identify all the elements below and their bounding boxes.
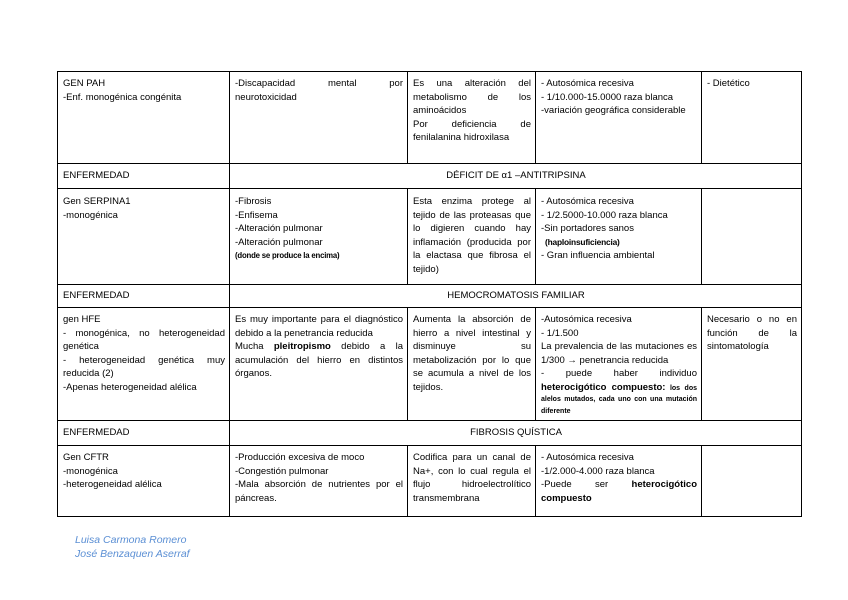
pah-mechanism-cell (408, 72, 536, 164)
bold-term: pleitropismo (273, 341, 331, 352)
hemo-inheritance-line: - 1/1.500 (541, 327, 579, 339)
cf-clinical-line: -Producción excesiva de moco (235, 452, 365, 463)
pah-gene-cell (58, 72, 230, 164)
aat-clinical-line: -Enfisema (235, 209, 278, 221)
disease-label: ENFERMEDAD (58, 421, 230, 446)
cf-gene-name: Gen CFTR (63, 452, 109, 463)
hemo-clinical-cell (230, 308, 408, 421)
cf-row (58, 446, 802, 517)
cf-gene-line: -monogénica (63, 465, 118, 477)
disease-title: HEMOCROMATOSIS FAMILIAR (230, 285, 802, 308)
aat-clinical-line: -Alteración pulmonar (235, 236, 323, 248)
author-name: Luisa Carmona Romero (75, 534, 187, 546)
hemo-gene-line: -Apenas heterogeneidad alélica (63, 381, 197, 393)
cf-clinical-line: -Mala absorción de nutrientes por el páncreas. (235, 479, 403, 504)
aat-row (58, 189, 802, 285)
bold-term: heterocigótico compuesto (541, 479, 697, 504)
aat-clinical-line: -Fibrosis (235, 196, 272, 207)
cf-clinical-cell (230, 446, 408, 517)
aat-inheritance-line: -Sin portadores sanos (541, 223, 634, 234)
hemo-gene-line: - monogénica, no heterogeneidad genética (63, 327, 225, 352)
aat-inheritance-line: - Autosómica recesiva (541, 196, 634, 207)
hemo-inheritance-line: -Autosómica recesiva (541, 314, 632, 325)
text-run: -Puede ser (541, 479, 632, 490)
aat-gene-type: -monogénica (63, 209, 118, 221)
hemo-row (58, 308, 802, 421)
cf-mechanism-cell (408, 446, 536, 517)
disease-label: ENFERMEDAD (58, 285, 230, 308)
pah-inheritance-cell (536, 72, 702, 164)
aat-gene-cell (58, 189, 230, 285)
aat-inheritance-cell (536, 189, 702, 285)
cf-treatment-cell (702, 446, 802, 517)
aat-inheritance-note: (haploinsuficiencia) (545, 236, 620, 247)
hemo-clinical-paragraph-1: Es muy importante para el diagnóstico debido a la penetrancia reducida (235, 314, 403, 339)
aat-inheritance-line: - 1/2.5000-10.000 raza blanca (541, 209, 668, 221)
hemo-mechanism-text: Aumenta la absorción de hierro a nivel intestinal y disminuye su metabolización por lo que se acumula a nivel de los tejidos. (413, 314, 531, 393)
aat-clinical-line: -Alteración pulmonar (235, 223, 323, 234)
cf-inheritance-line: - Autosómica recesiva (541, 452, 634, 463)
genetic-diseases-table (57, 71, 802, 517)
hemo-inheritance-cell (536, 308, 702, 421)
authors-block (75, 533, 190, 561)
cf-gene-cell (58, 446, 230, 517)
cf-header-row (58, 421, 802, 446)
cf-inheritance-line (541, 478, 697, 505)
hemo-clinical-paragraph-2 (235, 340, 403, 381)
hemo-treatment-cell (702, 308, 802, 421)
pah-clinical-text: -Discapacidad mental por neurotoxicidad (235, 78, 403, 103)
hemo-treatment-text: Necesario o no en función de la sintomatología (707, 314, 797, 352)
hemo-header-row (58, 285, 802, 308)
pah-gene-type: -Enf. monogénica congénita (63, 91, 182, 103)
pah-inheritance-line: - 1/10.000-15.0000 raza blanca (541, 91, 674, 103)
aat-clinical-cell (230, 189, 408, 285)
aat-treatment-cell (702, 189, 802, 285)
hemo-gene-name: gen HFE (63, 314, 101, 325)
cf-clinical-line: -Congestión pulmonar (235, 465, 329, 477)
disease-title: FIBROSIS QUÍSTICA (230, 421, 802, 446)
aat-gene-name: Gen SERPINA1 (63, 196, 131, 207)
text-run: debido a la acumulación del hierro en distintos órganos. (235, 341, 404, 379)
hemo-compound-heterozygote-note (541, 367, 697, 417)
text-run: - puede haber individuo (541, 368, 697, 379)
aat-mechanism-cell (408, 189, 536, 285)
aat-header-row (58, 164, 802, 189)
cf-inheritance-cell (536, 446, 702, 517)
bold-term: heterocigótico compuesto: (541, 381, 666, 393)
pah-inheritance-line: - Autosómica recesiva (541, 78, 634, 89)
pah-gene-name: GEN PAH (63, 78, 106, 89)
pah-inheritance-line: -variación geográfica considerable (541, 105, 686, 116)
pah-clinical-cell (230, 72, 408, 164)
pah-mechanism-text-1: Es una alteración del metabolismo de los aminoácidos (413, 78, 531, 116)
disease-label: ENFERMEDAD (58, 164, 230, 189)
cf-gene-line: -heterogeneidad alélica (63, 479, 162, 490)
pah-treatment-cell (702, 72, 802, 164)
aat-clinical-note: (donde se produce la encima) (235, 251, 340, 260)
hemo-inheritance-line: La prevalencia de las mutaciones es 1/300 → penetrancia reducida (541, 341, 697, 366)
aat-mechanism-text: Esta enzima protege al tejido de las proteasas que lo digieren cuando hay inflamación (producida por la elactasa que fibrosa el tejido) (413, 196, 531, 275)
text-run: Mucha (235, 341, 274, 352)
cf-mechanism-text: Codifica para un canal de Na+, con lo cual regula el flujo hidroelectrolítico transmembrana (413, 452, 531, 504)
pah-mechanism-text-2: Por deficiencia de fenilalanina hidroxilasa (413, 118, 531, 143)
pah-treatment-text: - Dietético (707, 78, 750, 89)
hemo-gene-line: - heterogeneidad genética muy reducida (2) (63, 354, 225, 379)
small-note: los dos alelos mutados, cada uno con una mutación diferente (541, 384, 697, 415)
disease-title: DÉFICIT DE α1 –ANTITRIPSINA (230, 164, 802, 189)
hemo-gene-cell (58, 308, 230, 421)
hemo-mechanism-cell (408, 308, 536, 421)
author-name: José Benzaquen Aserraf (75, 548, 190, 560)
pah-row (58, 72, 802, 164)
aat-inheritance-line: - Gran influencia ambiental (541, 250, 655, 261)
cf-inheritance-line: -1/2.000-4.000 raza blanca (541, 465, 655, 477)
